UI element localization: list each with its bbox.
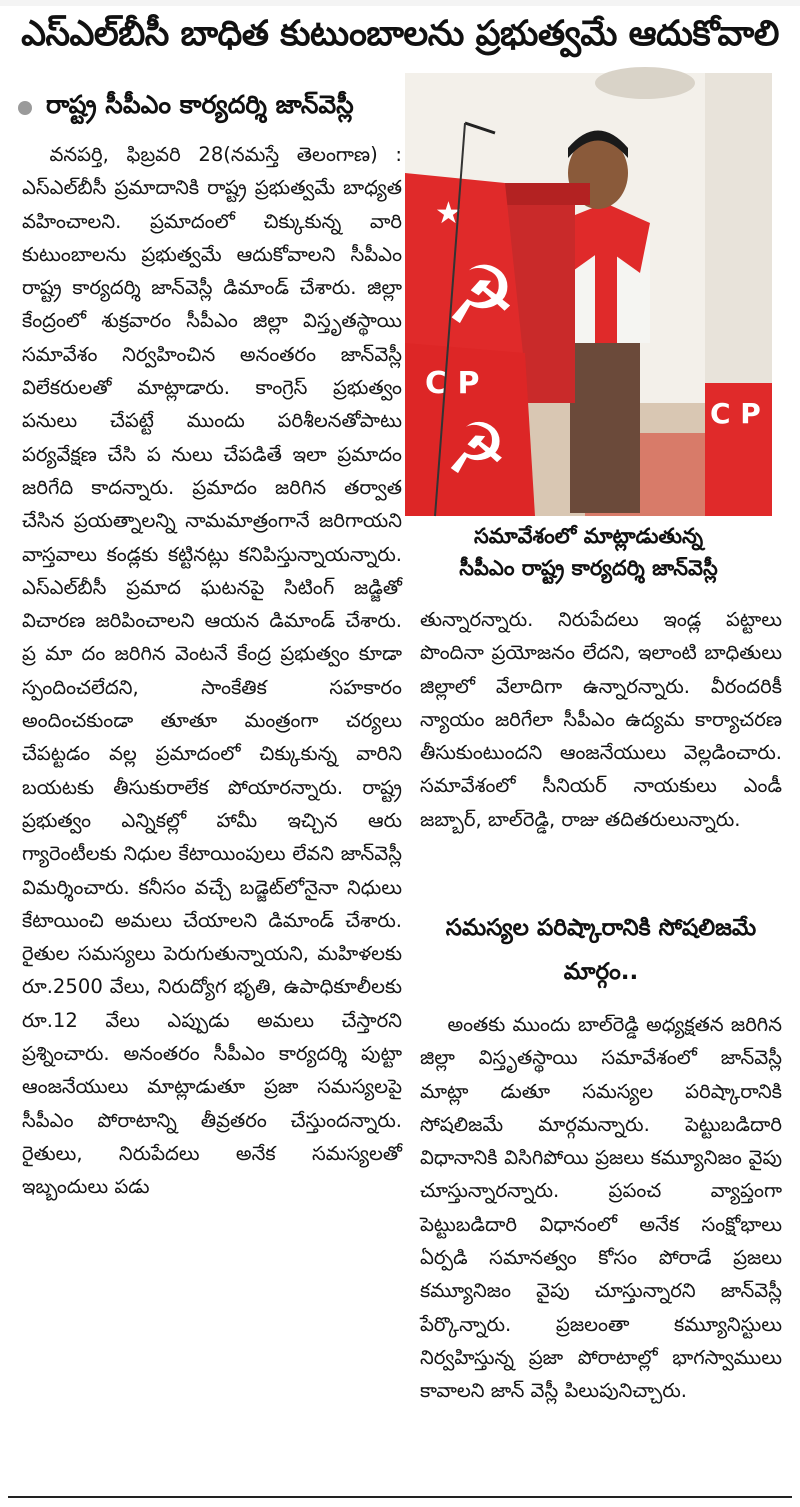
bullet-icon — [18, 101, 32, 115]
photo-caption-line-2: సీపీఎం రాష్ట్ర కార్యదర్శి జాన్‌వెస్లీ — [459, 556, 718, 580]
article-headline: ఎస్ఎల్‌బీసీ బాధిత కుటుంబాలను ప్రభుత్వమే ఆదుకోవాలి — [21, 14, 779, 54]
article-paragraph-right-2: అంతకు ముందు బాల్‌రెడ్డి అధ్యక్షతన జరిగిన జిల్లా విస్తృతస్థాయి సమావేశంలో జాన్‌వెస్లీ మాట్లా డుతూ సమస్యల పరిష్కారానికి సోషలిజమే మార్గమన్నారు. పెట్టుబడిదారి విధానానికి విసిగిపోయి ప్రజలు కమ్యూనిజం వైపు చూస్తున్నారన్నారు. ప్రపంచ వ్యాప్తంగా పెట్టుబడిదారి విధానంలో అనేక సంక్షోభాలు ఏర్పడి సమానత్వం కోసం పోరాడే ప్రజలు కమ్యూనిజం వైపు చూస్తున్నారని జాన్‌వెస్లీ పేర్కొన్నారు. ప్రజలంతా కమ్యూనిస్టులు నిర్వహిస్తున్న ప్రజా పోరాటాల్లో భాగస్వాములు కావాలని జాన్ వెస్లీ పిలుపునిచ్చారు. — [420, 1013, 782, 1403]
subheadline: రాష్ట్ర సీపీఎం కార్యదర్శి జాన్‌వెస్లీ — [46, 90, 354, 119]
subheadline-row — [18, 88, 398, 128]
article-paragraph-left: వనపర్తి, ఫిబ్రవరి 28(నమస్తే తెలంగాణ) : ఎస్ఎల్‌బీసీ ప్రమాదానికి రాష్ట్ర ప్రభుత్వమే బాధ్యత వహించాలని. ప్రమాదంలో చిక్కుకున్న వారి కుటుంబాలను ప్రభుత్వమే ఆదుకోవాలని సీపీఎం రాష్ట్ర కార్యదర్శి జాన్‌వెస్లీ డిమాండ్ చేశారు. జిల్లా కేంద్రంలో శుక్రవారం సీపీఎం జిల్లా విస్తృతస్థాయి సమావేశం నిర్వహించిన అనంతరం జాన్‌వెస్లీ విలేకరులతో మాట్లాడారు. కాంగ్రెస్ ప్రభుత్వం పనులు చేపట్టే ముందు పరిశీలనతోపాటు పర్యవేక్షణ చేసి ప నులు చేపడితే ఇలా ప్రమాదం జరిగేది కాదన్నారు. ప్రమాదం జరిగిన తర్వాత చేసిన ప్రయత్నాలన్ని నామమాత్రంగానే జరిగాయని వాస్తవాలు కండ్లకు కట్టినట్లు కనిపిస్తున్నాయన్నారు. ఎస్ఎల్‌బీసీ ప్రమాద ఘటనపై సిటింగ్ జడ్జితో విచారణ జరిపించాలని ఆయన డిమాండ్ చేశారు. ప్ర మా దం జరిగిన వెంటనే కేంద్ర ప్రభుత్వం కూడా స్పందించలేదని, సాంకేతిక సహకారం అందించకుండా తూతూ మంత్రంగా చర్యలు చేపట్టడం వల్ల ప్రమాదంలో చిక్కుకున్న వారిని బయటకు తీసుకురాలేక పోయారన్నారు. రాష్ట్ర ప్రభుత్వం ఎన్నికల్లో హామీ ఇచ్చిన ఆరు గ్యారెంటీలకు నిధుల కేటాయింపులు లేవని జాన్‌వెస్లీ విమర్శించారు. కనీసం వచ్చే బడ్జెట్‌లోనైనా నిధులు కేటాయించి అమలు చేయాలని డిమాండ్ చేశారు. రైతుల సమస్యలు పెరుగుతున్నాయని, మహిళలకు రూ.2500 వేలు, నిరుద్యోగ భృతి, ఉపాధికూలీలకు రూ.12 వేలు ఎప్పుడు అమలు చేస్తారని ప్రశ్నించారు. అనంతరం సీపీఎం కార్యదర్శి పుట్టా ఆంజనేయులు మాట్లాడుతూ ప్రజా సమస్యలపై సీపీఎం పోరాటాన్ని తీవ్రతరం చేస్తుందన్నారు. రైతులు, నిరుపేదలు అనేక సమస్యలతో ఇబ్బందులు పడు — [22, 143, 402, 1199]
banner-text-1: C P — [425, 366, 480, 401]
svg-text:★: ★ — [435, 196, 462, 231]
svg-text:☭: ☭ — [445, 408, 508, 490]
article-subhead: సమస్యల పరిష్కారానికి సోషలిజమే మార్గం.. — [445, 915, 757, 985]
bottom-divider — [8, 1496, 792, 1498]
banner-text-2: C P I — [710, 397, 781, 430]
article-paragraph-right-1: తున్నారన్నారు. నిరుపేదలు ఇండ్ల పట్టాలు పొందినా ప్రయోజనం లేదని, ఇలాంటి బాధితులు జిల్లాలో వేలాదిగా ఉన్నారన్నారు. వీరందరికీ న్యాయం జరిగేలా సీపీఎం ఉద్యమ కార్యాచరణ తీసుకుంటుందని ఆంజనేయులు వెల్లడించారు. సమావేశంలో సీనియర్ నాయకులు ఎండీ జబ్బార్, బాల్‌రెడ్డి, రాజు తదితరులున్నారు. — [420, 608, 782, 831]
article-body-right-column-1 — [420, 603, 782, 903]
photo-caption — [405, 520, 772, 584]
speaker-photo-illustration — [405, 73, 781, 516]
article-body-left-column — [22, 138, 402, 1478]
speaker-photo — [405, 73, 781, 516]
svg-text:☭: ☭ — [445, 249, 517, 342]
article-body-right-column-2 — [420, 1008, 782, 1478]
photo-caption-line-1: సమావేశంలో మాట్లాడుతున్న — [473, 524, 704, 548]
top-divider — [0, 0, 800, 6]
